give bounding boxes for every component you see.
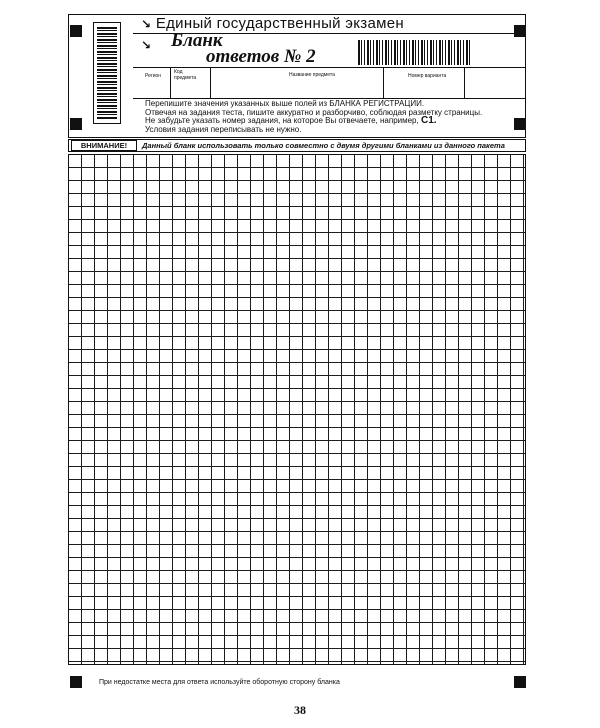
instructions [145, 100, 482, 134]
attention-text: Данный бланк использовать только совместно с двумя другими бланками из данного пакета [142, 141, 505, 150]
arrow-icon: ↘ [141, 38, 152, 52]
field-label-variant-number: Номер варианта [408, 73, 447, 79]
field-divider [210, 67, 211, 99]
marker-square-bottom-right [514, 676, 526, 688]
page-number: 38 [294, 703, 306, 717]
vertical-barcode [93, 22, 121, 124]
instruction-line: Не забудьте указать номер задания, на которое Вы отвечаете, например, С1. [145, 115, 437, 127]
field-label-region: Регион [145, 73, 162, 79]
answer-grid[interactable] [68, 154, 526, 665]
form-title-line2: ответов № 2 [206, 46, 316, 67]
horizontal-barcode [358, 40, 470, 65]
field-divider [170, 67, 171, 99]
footer-note: При недостатке места для ответа используйте оборотную сторону бланка [99, 679, 340, 686]
instruction-line: Отвечая на задания теста, пишите аккуратно и разборчиво, соблюдая разметку страницы. [145, 107, 483, 117]
attention-label: ВНИМАНИЕ! [71, 140, 137, 151]
exam-title-text: Единый государственный экзамен [155, 15, 404, 32]
field-label-subject-code: Код предмета [174, 69, 197, 81]
field-label-subject-name: Название предмета [289, 72, 335, 78]
instruction-line: Условия задания переписывать не нужно. [145, 124, 302, 134]
example-task: С1. [420, 115, 437, 127]
form-title-line1: Бланк [171, 30, 223, 51]
marker-square-bottom-left [70, 676, 82, 688]
arrow-icon: ↘ [141, 17, 152, 31]
field-divider [464, 67, 465, 99]
field-divider [383, 67, 384, 99]
instruction-line: Перепишите значения указанных выше полей из БЛАНКА РЕГИСТРАЦИИ. [145, 99, 425, 108]
